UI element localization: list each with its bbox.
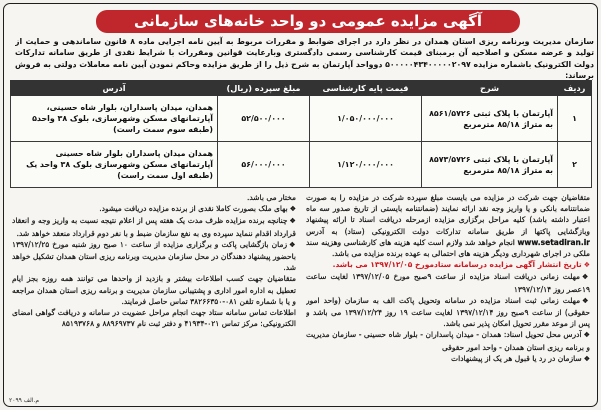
row-description: آپارتمان با پلاک ثبتی ۸۵۷۳/۵۷۲۶ به متراژ ۸۵/۱۸ مترمربع	[422, 142, 558, 188]
row-address: همدان میدان پاسداران بلوار شاه حسینی آپارتمانهای مسکن وشهرسازی بلوک ۳۸ واحد یک (طبقه اول سمت راست)	[11, 142, 218, 188]
note-text: بهای ملک بصورت کاملا نقدی از برنده مزایده دریافت میشود.	[99, 204, 288, 214]
ad-reference-code: م.الف ۲۰۹۹	[9, 397, 40, 404]
list-item	[12, 203, 296, 215]
table-header-row	[11, 81, 592, 96]
bullet-icon	[287, 240, 296, 249]
bullet-icon	[582, 330, 590, 339]
row-deposit: ۵۶/۰۰۰/۰۰۰	[218, 142, 310, 188]
note-text: متقاضیان جهت شرکت در مزایده می بایست مبلغ سپرده شرکت در مزایده را به صورت ضمانتنامه بانکی و یا واریز وجه نقد ارائه نمایند (ضمانتنامه بایستی از تاریخ صدور سه ماه اعتبار داشته باشد) کلیه مراحل برگزاری مزایده ازمرحله دریافت اسناد تا ارائه پیشنهاد وبازگشایی پاکتها از طریق سامانه تدارکات دولت الکترونیکی (ستاد) به آدرس	[306, 193, 590, 236]
ad-title: آگهی مزایده عمومی دو واحد خانه‌های سازمانی	[96, 10, 520, 33]
bullet-icon	[580, 272, 590, 281]
note-text: چنانچه برنده مزایده ظرف مدت یک هفته پس از اعلام نتیجه نسبت به واریز وجه و انعقاد قرارداد اقدام ننماید سپرده وی به نفع سازمان ضبط و با نفر دوم قرارداد منعقد خواهد شد.	[12, 216, 296, 238]
bullet-icon	[288, 204, 296, 213]
header-description: شرح	[422, 81, 558, 96]
row-number: ۲	[558, 142, 592, 188]
list-item	[306, 353, 590, 365]
header-deposit: مبلغ سپرده (ریال)	[218, 81, 310, 96]
notes-left-column	[12, 192, 296, 398]
auction-items-table	[10, 80, 592, 188]
continuation-text: مختار می باشد.	[246, 193, 296, 202]
list-item	[306, 271, 590, 294]
table-row	[11, 96, 592, 142]
note-text: انجام خواهد شد ولازم است کلیه هزینه های کارشناسی وهزینه سند ملکی در اجرای شهرداری ودیگر هزینه های احتمالی به عهده برنده مزایده می باشد.	[306, 237, 590, 259]
contact-info: متقاضیان جهت کسب اطلاعات بیشتر و بازدید از واحدها می توانند همه روزه بجز ایام تعطیل به اداره امور اداری و پشتیبانی سازمان مدیریت و برنامه ریزی استان همدان مراجعه و یا با شماره تلفن ۰۸۱-۳۸۲۶۶۳۵۰ تماس حاصل فرمایند.	[12, 274, 296, 306]
header-row-number: ردیف	[558, 81, 592, 96]
list-item	[306, 329, 590, 352]
setad-website-url: www.setadiran.ir	[517, 237, 590, 247]
note-text: زمان بازگشایی پاکت و برگزاری مزایده از ساعت ۱۰ صبح روز شنبه مورخ ۱۳۹۷/۱۲/۲۵ باحضور پیشنهاد دهندگان در محل سازمان مدیریت وبرنامه ریزی استان همدان تشکیل خواهد شد.	[12, 239, 296, 273]
row-deposit: ۵۲/۵۰۰/۰۰۰	[218, 96, 310, 142]
list-item	[12, 239, 296, 274]
note-text: مهلت زمانی ثبت اسناد مزایده در سامانه وتحویل پاکت الف به سازمان (واحد امور حقوقی) از ساعت ۹صبح روز ۱۳۹۷/۱۲/۱۴ لغایت ساعت ۱۹ روز ۱۳۹۷/۱۲/۲۴ می باشد و پس از موعد مقرر تحویل امکان پذیر نمی باشد.	[306, 295, 590, 329]
publication-date-note	[306, 259, 590, 271]
note-text: مهلت زمانی دریافت اسناد مزایده از ساعت ۹صبح مورخ ۱۳۹۷/۱۲/۰۵ لغایت ساعت ۱۹عصر روز ۱۳۹۷/۱۲/۱۴	[306, 272, 590, 294]
note-text: آدرس محل تحویل اسناد: همدان - میدان پاسداران - بلوار شاه حسینی - سازمان مدیریت و برنامه ریزی استان همدان - واحد امور حقوقی	[306, 330, 590, 352]
intro-paragraph: سازمان مدیریت وبرنامه ریزی استان همدان در نظر دارد در اجرای ضوابط و مقررات مربوط به آیین نامه اجرایی ماده ۸ قانون ساماندهی و حمایت از تولید و عرضه مسکن و اصلاحیه آن برمبنای قیمت کارشناسی رسمی دادگستری وبارعایت قوانین ومقررات با شرایط نقدی از طریق سامانه تدارکات دولت الکترونیک باشماره مزایده ۵۰۰۰۰۰۴۳۴۰۰۰۰۰۲۰۹۷ دوواحد آپارتمان به شرح ذیل را از طریق مزایده وحاکم نمودن آیین نامه معاملات دولتی به فروش برساند:	[15, 37, 594, 81]
list-item	[306, 295, 590, 330]
note-text: سازمان در رد یا قبول هر یک از پیشنهادات	[451, 353, 582, 363]
row-description: آپارتمان با پلاک ثبتی ۸۵۶۱/۵۷۲۶ به متراژ ۸۵/۱۸ مترمربع	[422, 96, 558, 142]
row-number: ۱	[558, 96, 592, 142]
table-row	[11, 142, 592, 188]
participation-terms	[306, 192, 590, 259]
notes-right-column	[306, 192, 590, 398]
bullet-icon	[582, 260, 590, 269]
bullet-icon	[580, 296, 590, 305]
setad-contact-info: اطلاعات تماس سامانه ستاد جهت انجام مراحل عضویت در سامانه و دریافت گواهی امضای الکترونیکی: مرکز تماس ۰۲۱-۴۱۹۳۴ و دفتر ثبت نام ۸۸۹۶۹۷۳۷ و ۸۵۱۹۳۷۶۸	[12, 308, 296, 329]
header-address: آدرس	[11, 81, 218, 96]
list-item	[12, 215, 296, 238]
row-address: همدان، میدان پاسداران، بلوار شاه حسینی، آپارتمانهای مسکن وشهرسازی، بلوک ۳۸ واحد۵ (طبقه سوم سمت راست)	[11, 96, 218, 142]
bullet-icon	[582, 354, 590, 363]
header-base-price: قیمت پایه کارشناسی	[310, 81, 422, 96]
note-text: تاریخ انتشار آگهی مزایده درسامانه ستادمورخ ۱۳۹۷/۱۲/۰۵ می باشد.	[332, 260, 582, 270]
bullet-icon	[288, 216, 297, 225]
row-base-price: ۱/۱۲۰/۰۰۰/۰۰۰	[310, 142, 422, 188]
row-base-price: ۱/۰۵۰/۰۰۰/۰۰۰	[310, 96, 422, 142]
